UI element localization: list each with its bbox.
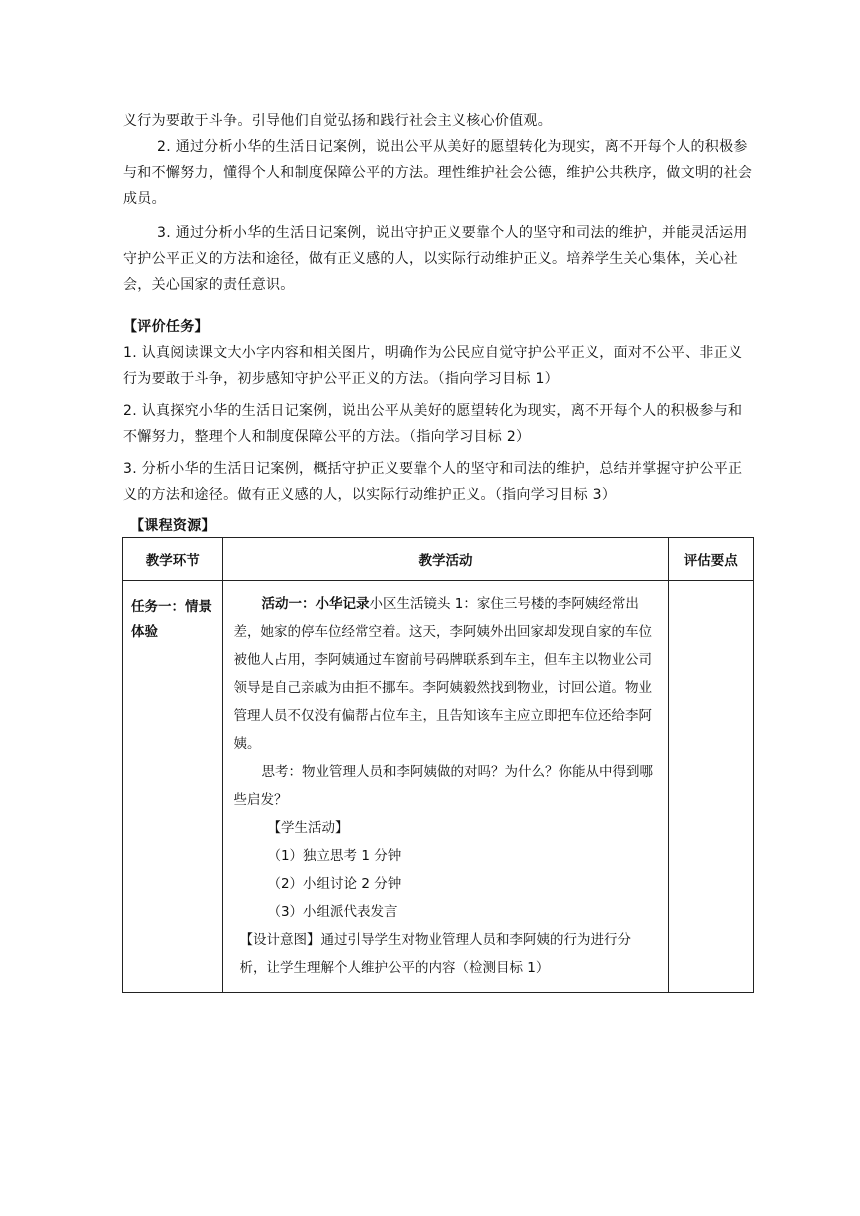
student-step-3: （3）小组派代表发言 xyxy=(267,904,398,920)
learning-goal-3: 3. 通过分析小华的生活日记案例，说出守护正义要靠个人的坚守和司法的维护，并能灵活运用守护公平正义的方法和途径，做有正义感的人，以实际行动维护正义。培养学生关心集体，关心社会，关心国家的责任意识。 xyxy=(123,225,748,293)
activity-cell xyxy=(223,581,668,993)
evaluation-task-2: 2. 认真探究小华的生活日记案例，说出公平从美好的愿望转化为现实，离不开每个人的积极参与和不懈努力，整理个人和制度保障公平的方法。（指向学习目标 2） xyxy=(123,403,743,445)
table-header-row xyxy=(123,538,754,581)
student-step-1: （1）独立思考 1 分钟 xyxy=(267,848,402,864)
think-question: 思考：物业管理人员和李阿姨做的对吗？为什么？你能从中得到哪些启发？ xyxy=(233,764,653,808)
header-assessment-points: 评估要点 xyxy=(668,538,753,581)
evaluation-heading: 【评价任务】 xyxy=(123,319,209,335)
header-teaching-activity: 教学活动 xyxy=(223,538,668,581)
activity-paragraph xyxy=(233,590,657,758)
course-resources-table xyxy=(122,537,754,993)
task-cell: 任务一：情景体验 xyxy=(123,581,223,993)
activity-title: 活动一：小华记录 xyxy=(261,596,370,612)
evaluation-task-1: 1. 认真阅读课文大小字内容和相关图片，明确作为公民应自觉守护公平正义，面对不公平、非正义行为要敢于斗争，初步感知守护公平正义的方法。（指向学习目标 1） xyxy=(123,345,743,387)
header-teaching-stage: 教学环节 xyxy=(123,538,223,581)
assessment-cell xyxy=(668,581,753,993)
student-activity-heading: 【学生活动】 xyxy=(267,820,349,836)
intro-line: 义行为要敢于斗争。引导他们自觉弘扬和践行社会主义核心价值观。 xyxy=(123,113,552,129)
evaluation-task-3: 3. 分析小华的生活日记案例，概括守护正义要靠个人的坚守和司法的维护，总结并掌握守护公平正义的方法和途径。做有正义感的人，以实际行动维护正义。（指向学习目标 3） xyxy=(123,461,743,503)
resources-heading: 【课程资源】 xyxy=(130,518,216,534)
table-row xyxy=(123,581,754,993)
activity-text: 小区生活镜头 1：家住三号楼的李阿姨经常出差，她家的停车位经常空着。这天，李阿姨外出回家却发现自家的车位被他人占用，李阿姨通过车窗前号码牌联系到车主，但车主以物业公司领导是自己亲戚为由拒不挪车。李阿姨毅然找到物业，讨回公道。物业管理人员不仅没有偏帮占位车主，且告知该车主应立即把车位还给李阿姨。 xyxy=(233,596,652,752)
design-intent: 【设计意图】通过引导学生对物业管理人员和李阿姨的行为进行分析，让学生理解个人维护公平的内容（检测目标 1） xyxy=(239,932,631,976)
student-step-2: （2）小组讨论 2 分钟 xyxy=(267,876,402,892)
learning-goal-2: 2. 通过分析小华的生活日记案例，说出公平从美好的愿望转化为现实，离不开每个人的积极参与和不懈努力，懂得个人和制度保障公平的方法。理性维护社会公德，维护公共秩序，做文明的社会成员。 xyxy=(123,139,753,207)
